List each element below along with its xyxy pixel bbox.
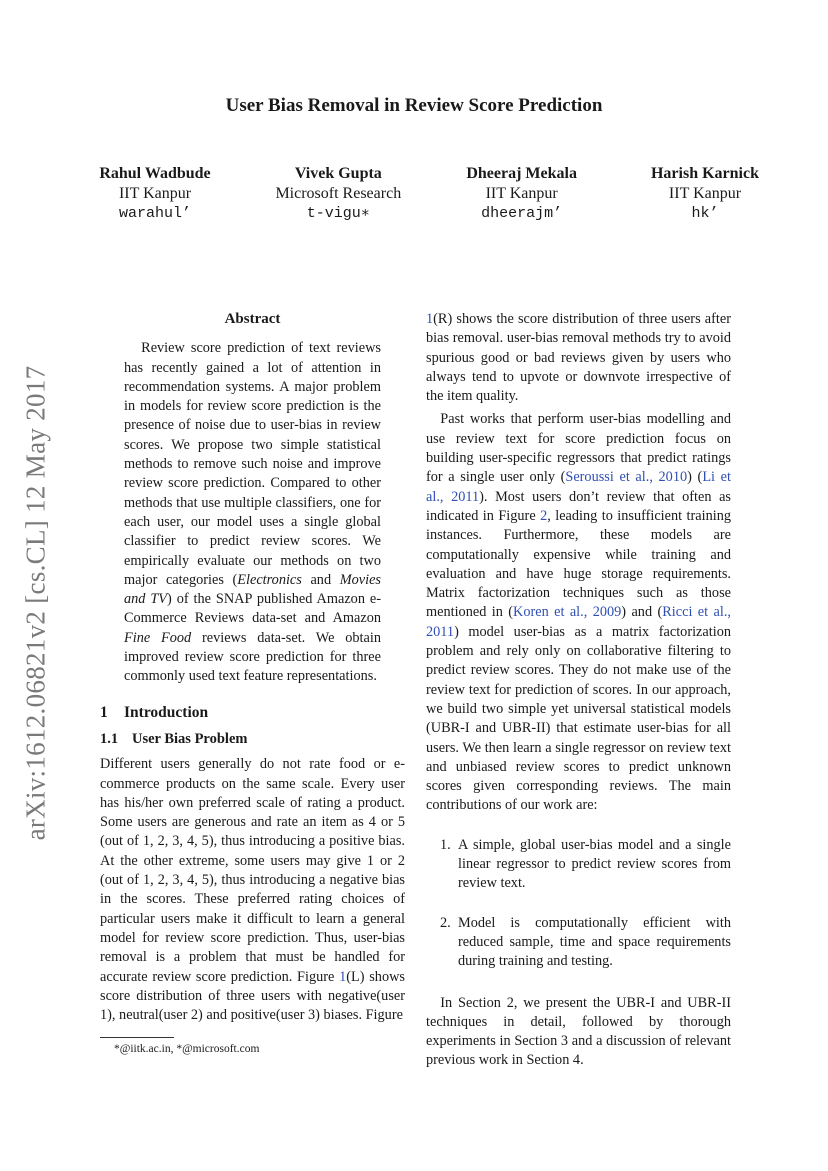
abstract-text: Review score prediction of text reviews has recently gained a lot of attention in recommendation systems. A major problem in models for review score prediction is the presence of noise due to user-bias in review scores. We propose two simple statistical methods to remove such noise and improve review score prediction. Compared to other methods that use multiple classifiers, one for each user, our model uses a single global classifier to predict review scores. We empirically evaluate our methods on two major categories (Electronics and Movies and TV) of the SNAP published Amazon e-Commerce Reviews data-set and Amazon Fine Food reviews data-set. We obtain improved review score prediction for three commonly used text feature representations. <box>124 340 381 685</box>
author-name: Rahul Wadbude <box>99 165 211 182</box>
citation-link[interactable]: Seroussi et al., 2010 <box>565 469 688 486</box>
author-name: Vivek Gupta <box>294 165 382 182</box>
intro-paragraph-continued: 1(R) shows the score distribution of three users after bias removal. user-bias removal methods try to avoid spurious good or bad reviews given by users who always tend to upvote or downvote irrespective of the item quality. <box>426 311 731 405</box>
author-block <box>640 164 770 224</box>
citation-link[interactable]: Koren et al., 2009 <box>513 604 622 621</box>
paper-title: User Bias Removal in Review Score Prediction <box>225 95 603 116</box>
footnote-rule <box>100 1037 174 1038</box>
section-heading-introduction: 1 Introduction <box>100 703 209 721</box>
abstract-heading: Abstract <box>224 311 281 327</box>
author-email: warahul’ <box>118 205 191 222</box>
right-column <box>426 310 731 1071</box>
figure-link[interactable]: 2 <box>540 507 548 524</box>
subsection-heading-user-bias: 1.1 User Bias Problem <box>100 730 248 747</box>
list-item: 2. Model is computationally efficient with reduced sample, time and space requirements during training and testing. <box>440 914 731 970</box>
author-list <box>90 164 770 224</box>
arxiv-identifier: arXiv:1612.06821v2 [cs.CL] 12 May 2017 <box>20 365 51 841</box>
footnote: *@iitk.ac.in, *@microsoft.com <box>114 1043 260 1056</box>
closing-paragraph: In Section 2, we present the UBR-I and UBR-II techniques in detail, followed by thorough experiments in Section 3 and a discussion of relevant previous work in Section 4. <box>426 994 731 1069</box>
author-email: t-vigu∗ <box>306 205 370 222</box>
author-block <box>457 164 587 224</box>
author-email: dheerajm’ <box>481 205 563 222</box>
left-column <box>100 310 405 1060</box>
figure-link[interactable]: 1 <box>339 968 347 985</box>
author-email: hk’ <box>691 205 719 222</box>
citation-link[interactable]: Ricci et al., 2011 <box>426 604 731 640</box>
author-affiliation: Microsoft Research <box>275 185 402 202</box>
author-block <box>273 164 403 224</box>
list-item: 1. A simple, global user-bias model and a single linear regressor to predict review scores from review text. <box>440 836 731 892</box>
figure-link[interactable]: 1 <box>426 311 434 327</box>
author-block <box>90 164 220 224</box>
intro-paragraph: Different users generally do not rate food or e-commerce products on the same scale. Every user has his/her own preferred scale of rating a product. Some users are generous and rate an item as 4 or 5 (out of 1, 2, 3, 4, 5), thus introducing a positive bias. At the other extreme, some users may give 1 or 2 (out of 1, 2, 3, 4, 5), thus introducing a negative bias in the scores. These preferred rating choices of particular users make it difficult to learn a general model for review score prediction. Thus, user-bias removal is a problem that must be handled for accurate review score prediction. Figure 1(L) shows score distribution of three users with negative(user 1), neutral(user 2) and positive(user 3) biases. Figure <box>100 756 405 1024</box>
author-affiliation: IIT Kanpur <box>118 185 192 202</box>
author-name: Dheeraj Mekala <box>466 165 577 182</box>
author-affiliation: IIT Kanpur <box>668 185 742 202</box>
author-name: Harish Karnick <box>650 165 759 182</box>
contributions-list <box>426 836 731 972</box>
citation-link[interactable]: Li et al., 2011 <box>426 469 731 505</box>
author-affiliation: IIT Kanpur <box>485 185 558 202</box>
past-work-paragraph: Past works that perform user-bias modelling and use review text for score prediction focus on building user-specific regressors that predict ratings for a single user only (Seroussi et al., 2010) (Li et al., 2011). Most users don’t review that often as indicated in Figure 2, leading to insufficient training instances. Furthermore, these models are computationally expensive while training and evaluation and have huge storage requirements. Matrix factorization techniques such as those mentioned in (Koren et al., 2009) and (Ricci et al., 2011) model user-bias as a matrix factorization problem and rely only on collaborative filtering to predict review scores. They do not make use of the review text for prediction of scores. In our approach, we build two simple yet universal statistical models (UBR-I and UBR-II) that estimate user-bias for all users. We then learn a single regressor on review text and unbiased review scores to predict unknown scores given corresponding reviews. The main contributions of our work are: <box>426 411 731 814</box>
